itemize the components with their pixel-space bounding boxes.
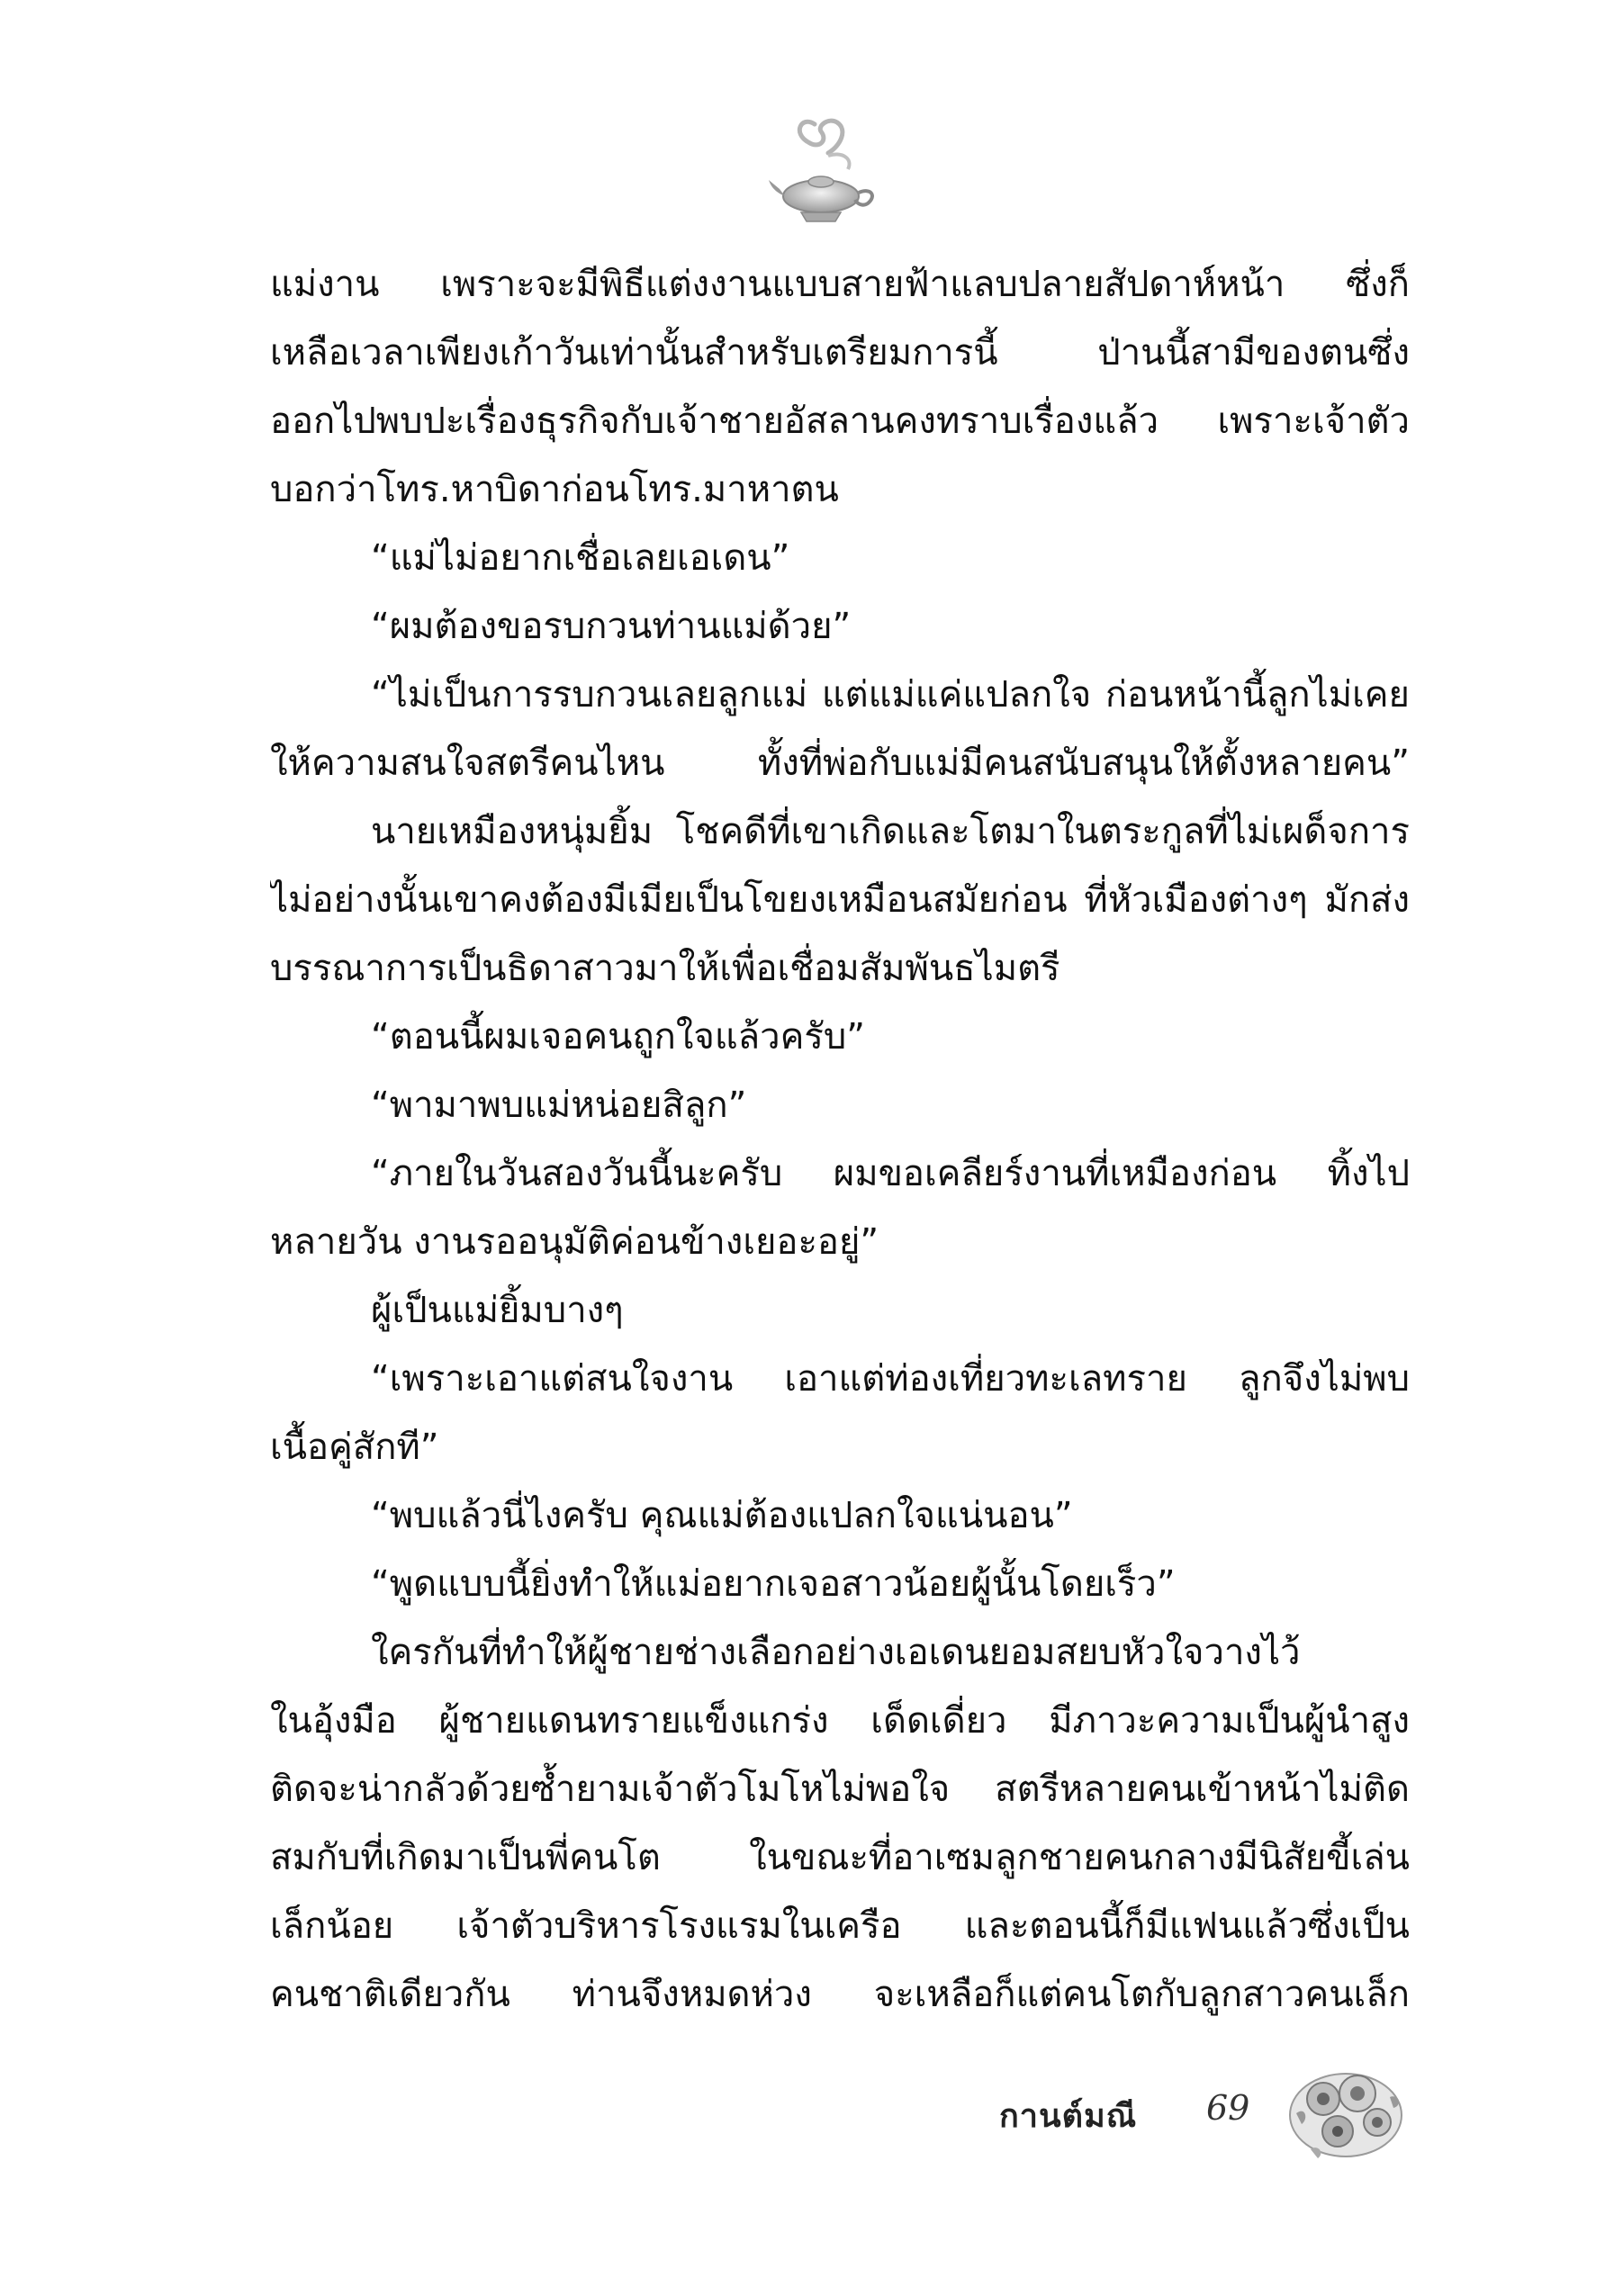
text-line: “เพราะเอาแต่สนใจงาน เอาแต่ท่องเที่ยวทะเลทราย ลูกจึงไม่พบ	[371, 1358, 1410, 1400]
text-line: “พูดแบบนี้ยิ่งทำให้แม่อยากเจอสาวน้อยผู้นั้นโดยเร็ว”	[371, 1563, 1176, 1605]
text-line: “ภายในวันสองวันนี้นะครับ ผมขอเคลียร์งานที่เหมืองก่อน ทิ้งไป	[371, 1153, 1410, 1194]
text-line: ในอุ้งมือ ผู้ชายแดนทรายแข็งแกร่ง เด็ดเดี่ยว มีภาวะความเป็นผู้นำสูง	[270, 1700, 1410, 1742]
text-line: หลายวัน งานรออนุมัติค่อนข้างเยอะอยู่”	[270, 1221, 879, 1263]
text-line: “พามาพบแม่หน่อยสิลูก”	[371, 1085, 747, 1126]
page-number: 69	[1206, 2088, 1250, 2128]
text-line: “ผมต้องขอรบกวนท่านแม่ด้วย”	[371, 606, 852, 647]
text-line: “ไม่เป็นการรบกวนเลยลูกแม่ แต่แม่แค่แปลกใจ ก่อนหน้านี้ลูกไม่เคย	[371, 674, 1410, 716]
flower-bouquet-icon	[1278, 2043, 1413, 2178]
text-line: นายเหมืองหนุ่มยิ้ม โชคดีที่เขาเกิดและโตมาในตระกูลที่ไม่เผด็จการ	[371, 811, 1410, 852]
text-line: เนื้อคู่สักที”	[270, 1427, 439, 1468]
text-line: คนชาติเดียวกัน ท่านจึงหมดห่วง จะเหลือก็แต่คนโตกับลูกสาวคนเล็ก	[270, 1974, 1410, 2015]
genie-lamp-icon	[765, 106, 882, 241]
text-line: ไม่อย่างนั้นเขาคงต้องมีเมียเป็นโขยงเหมือนสมัยก่อน ที่หัวเมืองต่างๆ มักส่ง	[270, 879, 1410, 921]
text-line: เล็กน้อย เจ้าตัวบริหารโรงแรมในเครือ และตอนนี้ก็มีแฟนแล้วซึ่งเป็น	[270, 1905, 1410, 1947]
text-line: “ตอนนี้ผมเจอคนถูกใจแล้วครับ”	[371, 1016, 865, 1058]
page-footer	[963, 2043, 1413, 2178]
book-title: กานต์มณี	[999, 2098, 1138, 2135]
text-line: ผู้เป็นแม่ยิ้มบางๆ	[371, 1290, 624, 1331]
text-line: สมกับที่เกิดมาเป็นพี่คนโต ในขณะที่อาเซมลูกชายคนกลางมีนิสัยขี้เล่น	[270, 1837, 1410, 1878]
text-line: ออกไปพบปะเรื่องธุรกิจกับเจ้าชายอัสลานคงทราบเรื่องแล้ว เพราะเจ้าตัว	[270, 401, 1410, 442]
text-line: บรรณาการเป็นธิดาสาวมาให้เพื่อเชื่อมสัมพันธไมตรี	[270, 948, 1060, 989]
text-line: “พบแล้วนี่ไงครับ คุณแม่ต้องแปลกใจแน่นอน”	[371, 1495, 1073, 1536]
text-line: “แม่ไม่อยากเชื่อเลยเอเดน”	[371, 537, 790, 579]
text-line: บอกว่าโทร.หาบิดาก่อนโทร.มาหาตน	[270, 469, 839, 510]
text-line: เหลือเวลาเพียงเก้าวันเท่านั้นสำหรับเตรียมการนี้ ป่านนี้สามีของตนซึ่ง	[270, 332, 1410, 374]
body-text	[270, 250, 1410, 2029]
text-line: แม่งาน เพราะจะมีพิธีแต่งงานแบบสายฟ้าแลบปลายสัปดาห์หน้า ซึ่งก็	[270, 264, 1410, 305]
text-line: ติดจะน่ากลัวด้วยซ้ำยามเจ้าตัวโมโหไม่พอใจ สตรีหลายคนเข้าหน้าไม่ติด	[270, 1769, 1410, 1810]
text-line: ให้ความสนใจสตรีคนไหน ทั้งที่พ่อกับแม่มีคนสนับสนุนให้ตั้งหลายคน”	[270, 743, 1410, 784]
text-line: ใครกันที่ทำให้ผู้ชายช่างเลือกอย่างเอเดนยอมสยบหัวใจวางไว้	[371, 1632, 1301, 1673]
